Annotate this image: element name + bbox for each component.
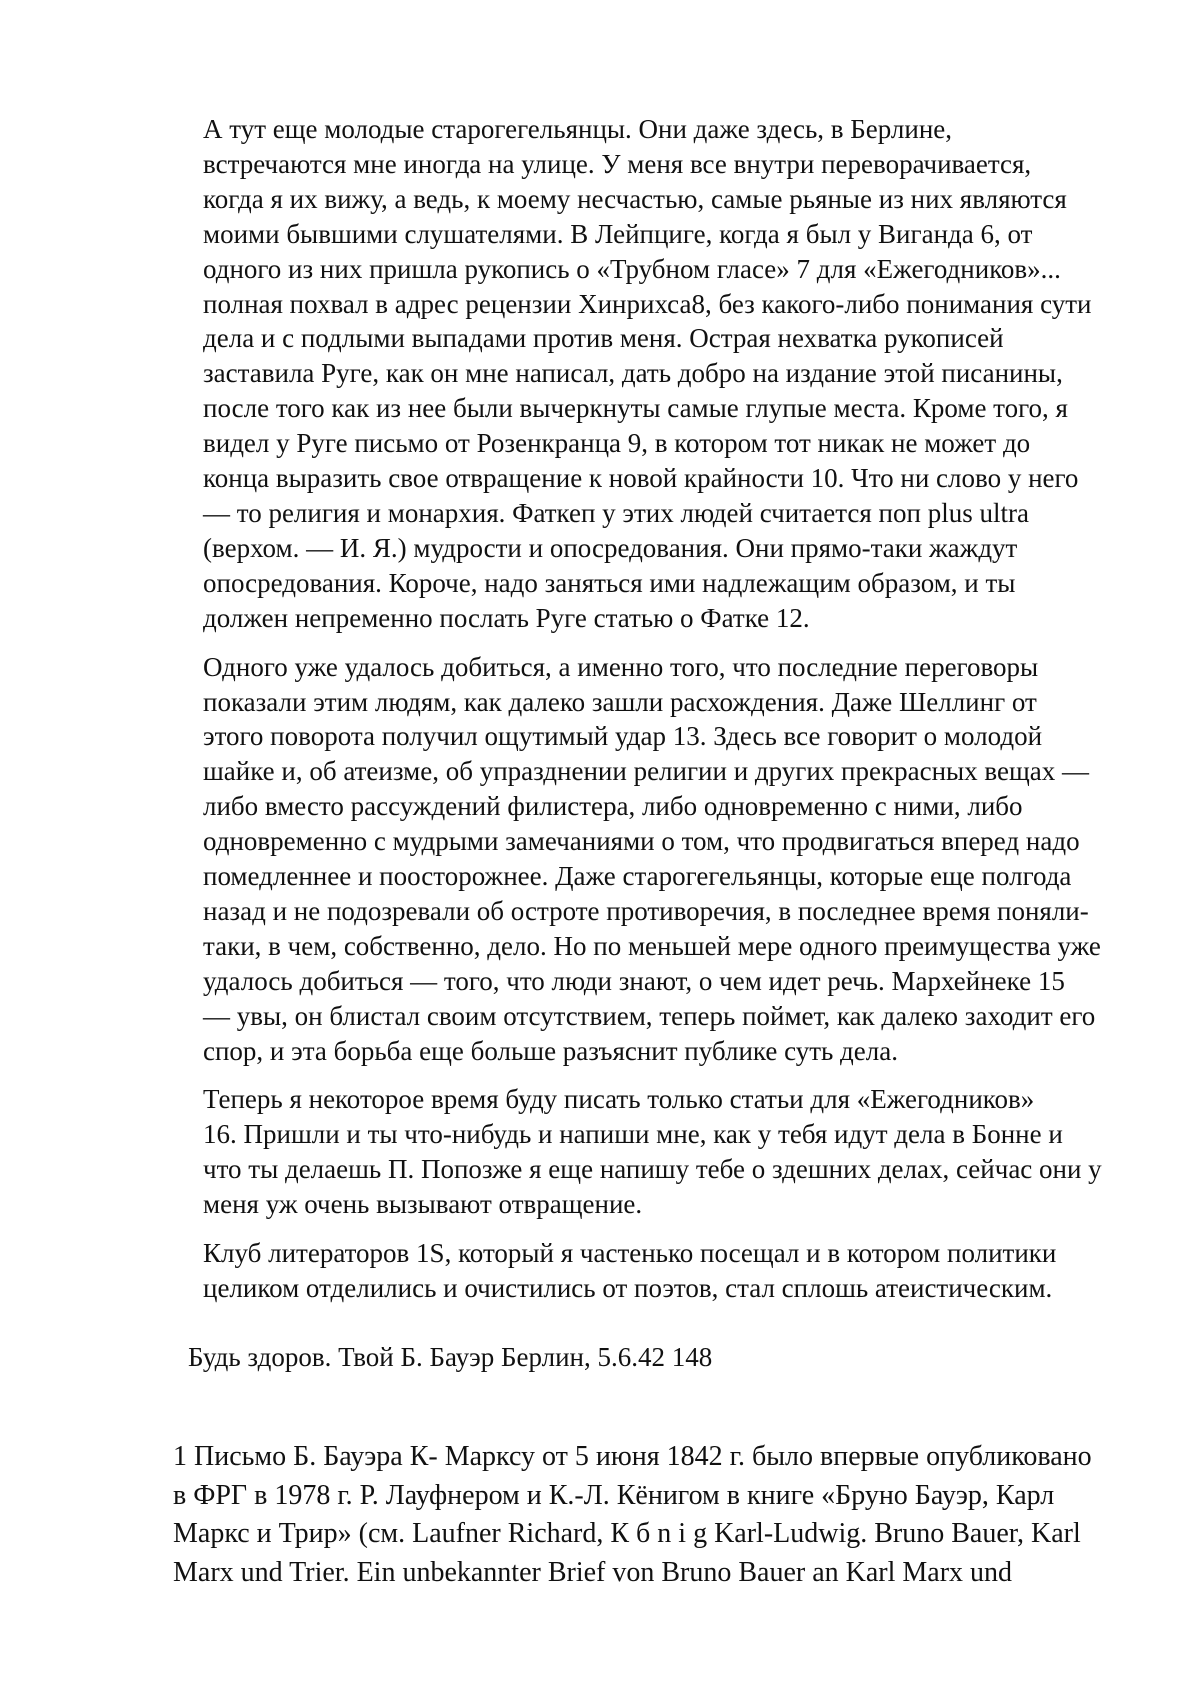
text-line: 1 Письмо Б. Бауэра К- Марксу от 5 июня 1842 г. было впервые опубликовано bbox=[173, 1441, 1092, 1472]
text-line: — то религия и монархия. Фаткеп у этих людей считается поп plus ultra bbox=[203, 497, 1029, 528]
text-line: Клуб литераторов 1S, который я частенько посещал и в котором политики bbox=[203, 1238, 1057, 1269]
text-line: Маркс и Трир» (см. Laufner Richard, К б n i g Karl-Ludwig. Bruno Bauer, Karl bbox=[173, 1518, 1081, 1549]
text-line: опосредования. Короче, надо заняться ими надлежащим образом, и ты bbox=[203, 567, 1016, 598]
text-line: этого поворота получил ощутимый удар 13. Здесь все говорит о молодой bbox=[203, 721, 1043, 752]
text-line: заставила Руге, как он мне написал, дать добро на издание этой писанины, bbox=[203, 358, 1063, 389]
signature-line: Будь здоров. Твой Б. Бауэр Берлин, 5.6.42 148 bbox=[188, 1342, 713, 1372]
text-line: должен непременно послать Руге статью о Фатке 12. bbox=[203, 602, 810, 633]
text-line: назад и не подозревали об остроте противоречия, в последнее время поняли- bbox=[203, 895, 1089, 926]
text-line: после того как из нее были вычеркнуты самые глупые места. Кроме того, я bbox=[203, 393, 1068, 424]
paragraph bbox=[173, 1082, 1123, 1222]
text-line: удалось добиться — того, что люди знают, о чем идет речь. Мархейнеке 15 bbox=[203, 965, 1065, 996]
paragraph bbox=[173, 112, 1123, 636]
text-line: одновременно с мудрыми замечаниями о том, что продвигаться вперед надо bbox=[203, 826, 1080, 857]
text-line: спор, и эта борьба еще больше разъяснит публике суть дела. bbox=[203, 1035, 898, 1066]
text-line: либо вместо рассуждений филистера, либо одновременно с ними, либо bbox=[203, 791, 1023, 822]
text-line: помедленнее и поосторожнее. Даже старогегельянцы, которые еще полгода bbox=[203, 861, 1072, 892]
text-line: Одного уже удалось добиться, а именно того, что последние переговоры bbox=[203, 651, 1039, 682]
text-line: что ты делаешь П. Попозже я еще напишу тебе о здешних делах, сейчас они у bbox=[203, 1154, 1102, 1185]
text-line: в ФРГ в 1978 г. Р. Лауфнером и К.-Л. Кёнигом в книге «Бруно Бауэр, Карл bbox=[173, 1479, 1055, 1511]
text-line: встречаются мне иногда на улице. У меня все внутри переворачивается, bbox=[203, 148, 1032, 179]
text-line: когда я их вижу, а ведь, к моему несчастью, самые рьяные из них являются bbox=[203, 183, 1067, 214]
text-line: — увы, он блистал своим отсутствием, теперь поймет, как далеко заходит его bbox=[203, 1000, 1096, 1031]
text-line: моими бывшими слушателями. В Лейпциге, когда я был у Виганда 6, от bbox=[203, 218, 1033, 249]
text-line: шайке и, об атеизме, об упразднении религии и других прекрасных вещах — bbox=[203, 756, 1090, 787]
text-line: целиком отделились и очистились от поэтов, стал сплошь атеистическим. bbox=[203, 1273, 1053, 1303]
paragraph bbox=[173, 650, 1123, 1069]
text-line: Marx und Trier. Ein unbekannter Brief von Bruno Bauer an Karl Marx und bbox=[173, 1556, 1013, 1588]
text-line: видел у Руге письмо от Розенкранца 9, в котором тот никак не может до bbox=[203, 428, 1031, 459]
text-line: одного из них пришла рукопись о «Трубном гласе» 7 для «Ежегодников»... bbox=[203, 253, 1061, 284]
text-line: А тут еще молодые старогегельянцы. Они даже здесь, в Берлине, bbox=[203, 114, 953, 144]
footnote bbox=[173, 1438, 1123, 1592]
text-line: меня уж очень вызывают отвращение. bbox=[203, 1189, 643, 1220]
text-line: таки, в чем, собственно, дело. Но по меньшей мере одного преимущества уже bbox=[203, 930, 1101, 961]
text-line: 16. Пришли и ты что-нибудь и напиши мне, как у тебя идут дела в Бонне и bbox=[203, 1119, 1063, 1150]
text-line: полная похвал в адрес рецензии Хинрихса8, без какого-либо понимания сути bbox=[203, 288, 1092, 319]
text-line: Теперь я некоторое время буду писать только статьи для «Ежегодников» bbox=[203, 1084, 1035, 1115]
text-line: показали этим людям, как далеко зашли расхождения. Даже Шеллинг от bbox=[203, 686, 1037, 717]
paragraph bbox=[173, 1236, 1123, 1306]
text-line: конца выразить свое отвращение к новой крайности 10. Что ни слово у него bbox=[203, 463, 1079, 494]
text-line: дела и с подлыми выпадами против меня. Острая нехватка рукописей bbox=[203, 323, 1004, 354]
letter-body bbox=[173, 112, 1123, 1306]
text-line: (верхом. — И. Я.) мудрости и опосредования. Они прямо-таки жаждут bbox=[203, 532, 1018, 563]
